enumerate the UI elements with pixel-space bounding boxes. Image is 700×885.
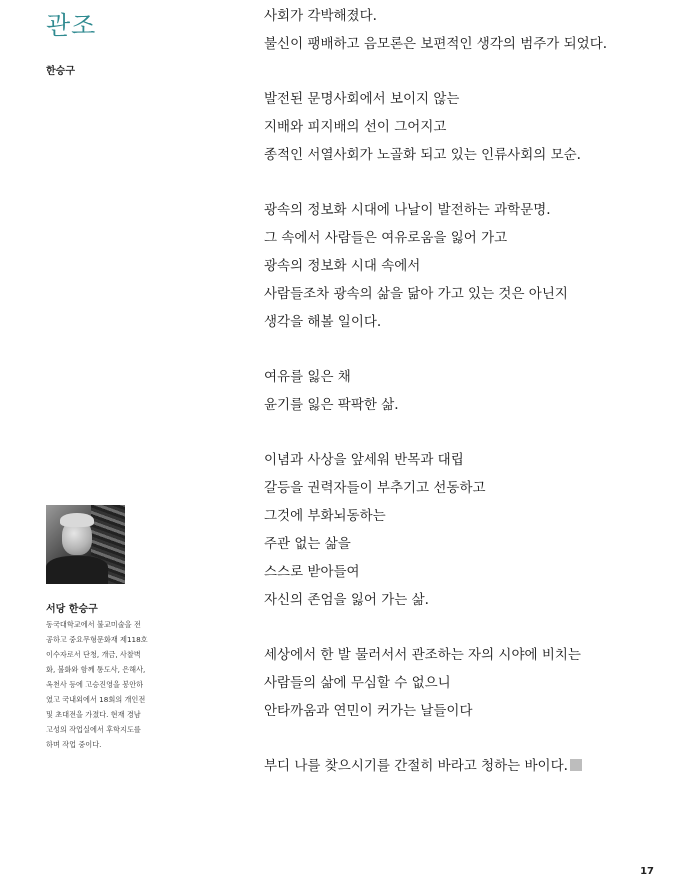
poem-line: 사람들조차 광속의 삶을 닮아 가고 있는 것은 아닌지 xyxy=(264,286,568,302)
poem-line: 스스로 받아들여 xyxy=(264,564,360,580)
poem-line: 사람들의 삶에 무심할 수 없으니 xyxy=(264,675,451,691)
bio-line: 이수자로서 단청, 개금, 사찰벽 xyxy=(46,650,141,659)
poem-line: 발전된 문명사회에서 보이지 않는 xyxy=(264,91,460,107)
poem-line-text: 부디 나를 찾으시기를 간절히 바라고 청하는 바이다. xyxy=(264,758,568,774)
poem-line: 광속의 정보화 시대 속에서 xyxy=(264,258,421,274)
bio-line: 하며 작업 중이다. xyxy=(46,740,102,749)
poem-line: 이념과 사상을 앞세워 반목과 대립 xyxy=(264,452,464,468)
stanza xyxy=(264,363,684,419)
poem-line: 주관 없는 삶을 xyxy=(264,536,351,552)
photo-hair xyxy=(60,513,94,527)
stanza xyxy=(264,196,684,336)
page-number: 17 xyxy=(640,866,654,877)
poem-body xyxy=(264,2,684,807)
bio-text xyxy=(46,617,174,752)
bio-line: 였고 국내외에서 18회의 개인전 xyxy=(46,695,146,704)
poem-line: 그 속에서 사람들은 여유로움을 잃어 가고 xyxy=(264,230,508,246)
stanza xyxy=(264,2,684,58)
poem-title: 관조 xyxy=(46,11,97,40)
stanza xyxy=(264,752,684,780)
poem-line-last xyxy=(264,752,684,780)
poem-line: 세상에서 한 발 물러서서 관조하는 자의 시야에 비치는 xyxy=(264,647,581,663)
stanza xyxy=(264,85,684,169)
end-mark-icon xyxy=(570,759,582,771)
poem-line: 안타까움과 연민이 커가는 날들이다 xyxy=(264,703,473,719)
poem-line: 사회가 각박해졌다. xyxy=(264,8,377,24)
photo-shoulders xyxy=(46,556,108,584)
poem-line: 갈등을 권력자들이 부추기고 선동하고 xyxy=(264,480,486,496)
poem-line: 여유를 잃은 채 xyxy=(264,369,351,385)
poem-line: 그것에 부화뇌동하는 xyxy=(264,508,386,524)
author-photo xyxy=(46,505,125,584)
bio-line: 및 초대전을 가졌다. 현재 경남 xyxy=(46,710,141,719)
poem-line: 자신의 존엄을 잃어 가는 삶. xyxy=(264,592,429,608)
bio-line: 동국대학교에서 불교미술을 전 xyxy=(46,620,141,629)
bio-line: 고성의 작업실에서 후학지도를 xyxy=(46,725,141,734)
bio-line: 화, 불화와 함께 통도사, 은해사, xyxy=(46,665,146,674)
poem-line: 불신이 팽배하고 음모론은 보편적인 생각의 범주가 되었다. xyxy=(264,36,608,52)
poem-line: 생각을 해볼 일이다. xyxy=(264,314,382,330)
poem-line: 종적인 서열사회가 노골화 되고 있는 인류사회의 모순. xyxy=(264,147,581,163)
bio-line: 공하고 중요무형문화재 제118호 xyxy=(46,635,148,644)
bio-name: 서당 한승구 xyxy=(46,604,98,615)
author-name: 한승구 xyxy=(46,66,75,77)
stanza xyxy=(264,446,684,614)
poem-line: 지배와 피지배의 선이 그어지고 xyxy=(264,119,447,135)
bio-line: 옥천사 등에 고승진영을 봉안하 xyxy=(46,680,144,689)
stanza xyxy=(264,641,684,725)
poem-line: 광속의 정보화 시대에 나날이 발전하는 과학문명. xyxy=(264,202,551,218)
poem-line: 윤기를 잃은 팍팍한 삶. xyxy=(264,397,399,413)
